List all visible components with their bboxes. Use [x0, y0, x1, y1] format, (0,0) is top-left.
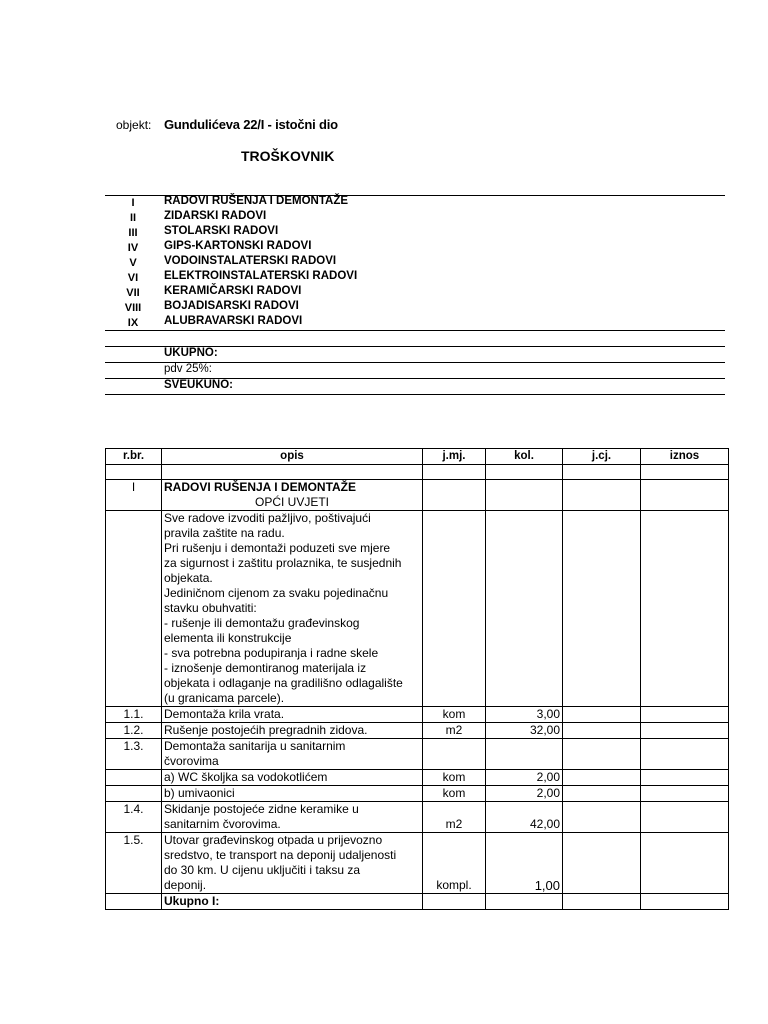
summary-row: [105, 240, 725, 255]
table-row: [106, 739, 729, 770]
item-kol: 2,00: [486, 786, 563, 802]
item-jmj: m2: [423, 723, 486, 739]
empty-row: [106, 465, 729, 480]
opci-uvjeti-row: [106, 495, 729, 511]
summary-rule: [105, 394, 725, 395]
general-text-line: objekata i odlaganje na gradilišno odlagalište: [164, 676, 403, 690]
col-header-opis: opis: [162, 449, 423, 465]
item-kol: 1,00: [486, 833, 563, 894]
item-jmj: m2: [423, 802, 486, 833]
document-title: TROŠKOVNIK: [241, 148, 335, 164]
summary-rows: [105, 195, 725, 395]
item-jmj: kom: [423, 770, 486, 786]
summary-total-row: [105, 379, 725, 394]
col-header-jcj: j.cj.: [563, 449, 641, 465]
summary-row: [105, 225, 725, 240]
objekt-value: Gundulićeva 22/I - istočni dio: [164, 117, 338, 132]
summary-roman: VII: [126, 287, 140, 299]
table-row: [106, 723, 729, 739]
cost-table-grid: [105, 448, 729, 910]
header-row: [106, 449, 729, 465]
summary-roman: V: [129, 257, 137, 269]
summary-title: BOJADISARSKI RADOVI: [164, 300, 299, 312]
summary-pdv: pdv 25%:: [164, 363, 212, 375]
total-label: Ukupno I:: [162, 894, 423, 910]
item-rbr: 1.2.: [106, 723, 162, 739]
summary-title: RADOVI RUŠENJA I DEMONTAŽE: [164, 195, 349, 207]
summary-roman: I: [131, 197, 135, 209]
summary-roman: VIII: [124, 302, 142, 314]
summary-total-row: [105, 363, 725, 378]
general-text-line: pravila zaštite na radu.: [164, 526, 285, 540]
general-conditions-row: [106, 511, 729, 707]
item-rbr: 1.5.: [106, 833, 162, 894]
summary-title: ALUBRAVARSKI RADOVI: [164, 315, 303, 327]
summary-title: STOLARSKI RADOVI: [164, 225, 279, 237]
summary-row: [105, 210, 725, 225]
summary-title: ZIDARSKI RADOVI: [164, 210, 267, 222]
section-roman: I: [106, 480, 162, 496]
general-text-line: elementa ili konstrukcije: [164, 631, 292, 645]
item-opis-line: sanitarnim čvorovima.: [164, 817, 281, 831]
col-header-iznos: iznos: [641, 449, 729, 465]
item-jmj: kom: [423, 786, 486, 802]
item-opis-line: do 30 km. U cijenu uključiti i taksu za: [164, 863, 361, 877]
summary-total-row: [105, 347, 725, 362]
opci-uvjeti: OPĆI UVJETI: [162, 495, 423, 511]
total-row: [106, 894, 729, 910]
item-opis: [162, 833, 423, 894]
table-row: [106, 786, 729, 802]
item-opis: [162, 739, 423, 770]
general-text-line: Sve radove izvoditi pažljivo, poštivajući: [164, 511, 371, 525]
table-row: [106, 833, 729, 894]
summary-row: [105, 255, 725, 270]
item-kol: 42,00: [486, 802, 563, 833]
summary-title: KERAMIČARSKI RADOVI: [164, 285, 302, 297]
item-kol: 3,00: [486, 707, 563, 723]
general-text-line: (u granicama parcele).: [164, 691, 285, 705]
summary-title: GIPS-KARTONSKI RADOVI: [164, 240, 312, 252]
summary-title: VODOINSTALATERSKI RADOVI: [164, 255, 337, 267]
summary-roman: VI: [127, 272, 139, 284]
general-text-line: stavku obuhvatiti:: [164, 601, 257, 615]
summary-ukupno: UKUPNO:: [164, 347, 218, 359]
summary-row: [105, 270, 725, 285]
summary-sveukupno: SVEUKUNO:: [164, 379, 234, 391]
summary-row: [105, 195, 725, 210]
item-jmj: kompl.: [423, 833, 486, 894]
summary-roman: III: [128, 227, 138, 239]
item-rbr: 1.1.: [106, 707, 162, 723]
summary-row: [105, 300, 725, 315]
general-text-line: - rušenje ili demontažu građevinskog: [164, 616, 360, 630]
item-rbr: 1.3.: [106, 739, 162, 770]
summary-title: ELEKTROINSTALATERSKI RADOVI: [164, 270, 358, 282]
item-opis-line: Skidanje postojeće zidne keramike u: [164, 802, 359, 816]
item-rbr: 1.4.: [106, 802, 162, 833]
cost-table: [105, 448, 728, 910]
general-conditions-text: [162, 511, 423, 707]
col-header-jmj: j.mj.: [423, 449, 486, 465]
item-opis-line: Demontaža sanitarija u sanitarnim: [164, 739, 346, 753]
summary-spacer: [105, 331, 725, 346]
item-opis: Demontaža krila vrata.: [162, 707, 423, 723]
general-text-line: objekata.: [164, 571, 213, 585]
item-kol: 32,00: [486, 723, 563, 739]
table-row: [106, 802, 729, 833]
section-row: [106, 480, 729, 496]
item-jmj: kom: [423, 707, 486, 723]
summary-roman: II: [129, 212, 137, 224]
summary-row: [105, 315, 725, 330]
col-header-kol: kol.: [486, 449, 563, 465]
item-opis-line: čvorovima: [164, 754, 219, 768]
general-text-line: - sva potrebna podupiranja i radne skele: [164, 646, 379, 660]
item-opis: b) umivaonici: [162, 786, 423, 802]
general-text-line: za sigurnost i zaštitu prolaznika, te susjednih: [164, 556, 402, 570]
general-text-line: - iznošenje demontiranog materijala iz: [164, 661, 367, 675]
table-row: [106, 770, 729, 786]
item-opis: [162, 802, 423, 833]
objekt-label: objekt:: [116, 118, 152, 132]
item-opis-line: sredstvo, te transport na deponij udaljenosti: [164, 848, 397, 862]
general-text-line: Pri rušenju i demontaži poduzeti sve mjere: [164, 541, 391, 555]
section-title: RADOVI RUŠENJA I DEMONTAŽE: [162, 480, 423, 496]
summary-roman: IV: [127, 242, 139, 254]
item-opis: Rušenje postojećih pregradnih zidova.: [162, 723, 423, 739]
item-opis-line: Utovar građevinskog otpada u prijevozno: [164, 833, 383, 847]
table-row: [106, 707, 729, 723]
col-header-rbr: r.br.: [106, 449, 162, 465]
summary-row: [105, 285, 725, 300]
summary-roman: IX: [127, 317, 139, 329]
item-opis: a) WC školjka sa vodokotlićem: [162, 770, 423, 786]
general-text-line: Jediničnom cijenom za svaku pojedinačnu: [164, 586, 389, 600]
item-opis-line: deponij.: [164, 878, 207, 892]
summary-table: [105, 195, 725, 395]
item-kol: 2,00: [486, 770, 563, 786]
